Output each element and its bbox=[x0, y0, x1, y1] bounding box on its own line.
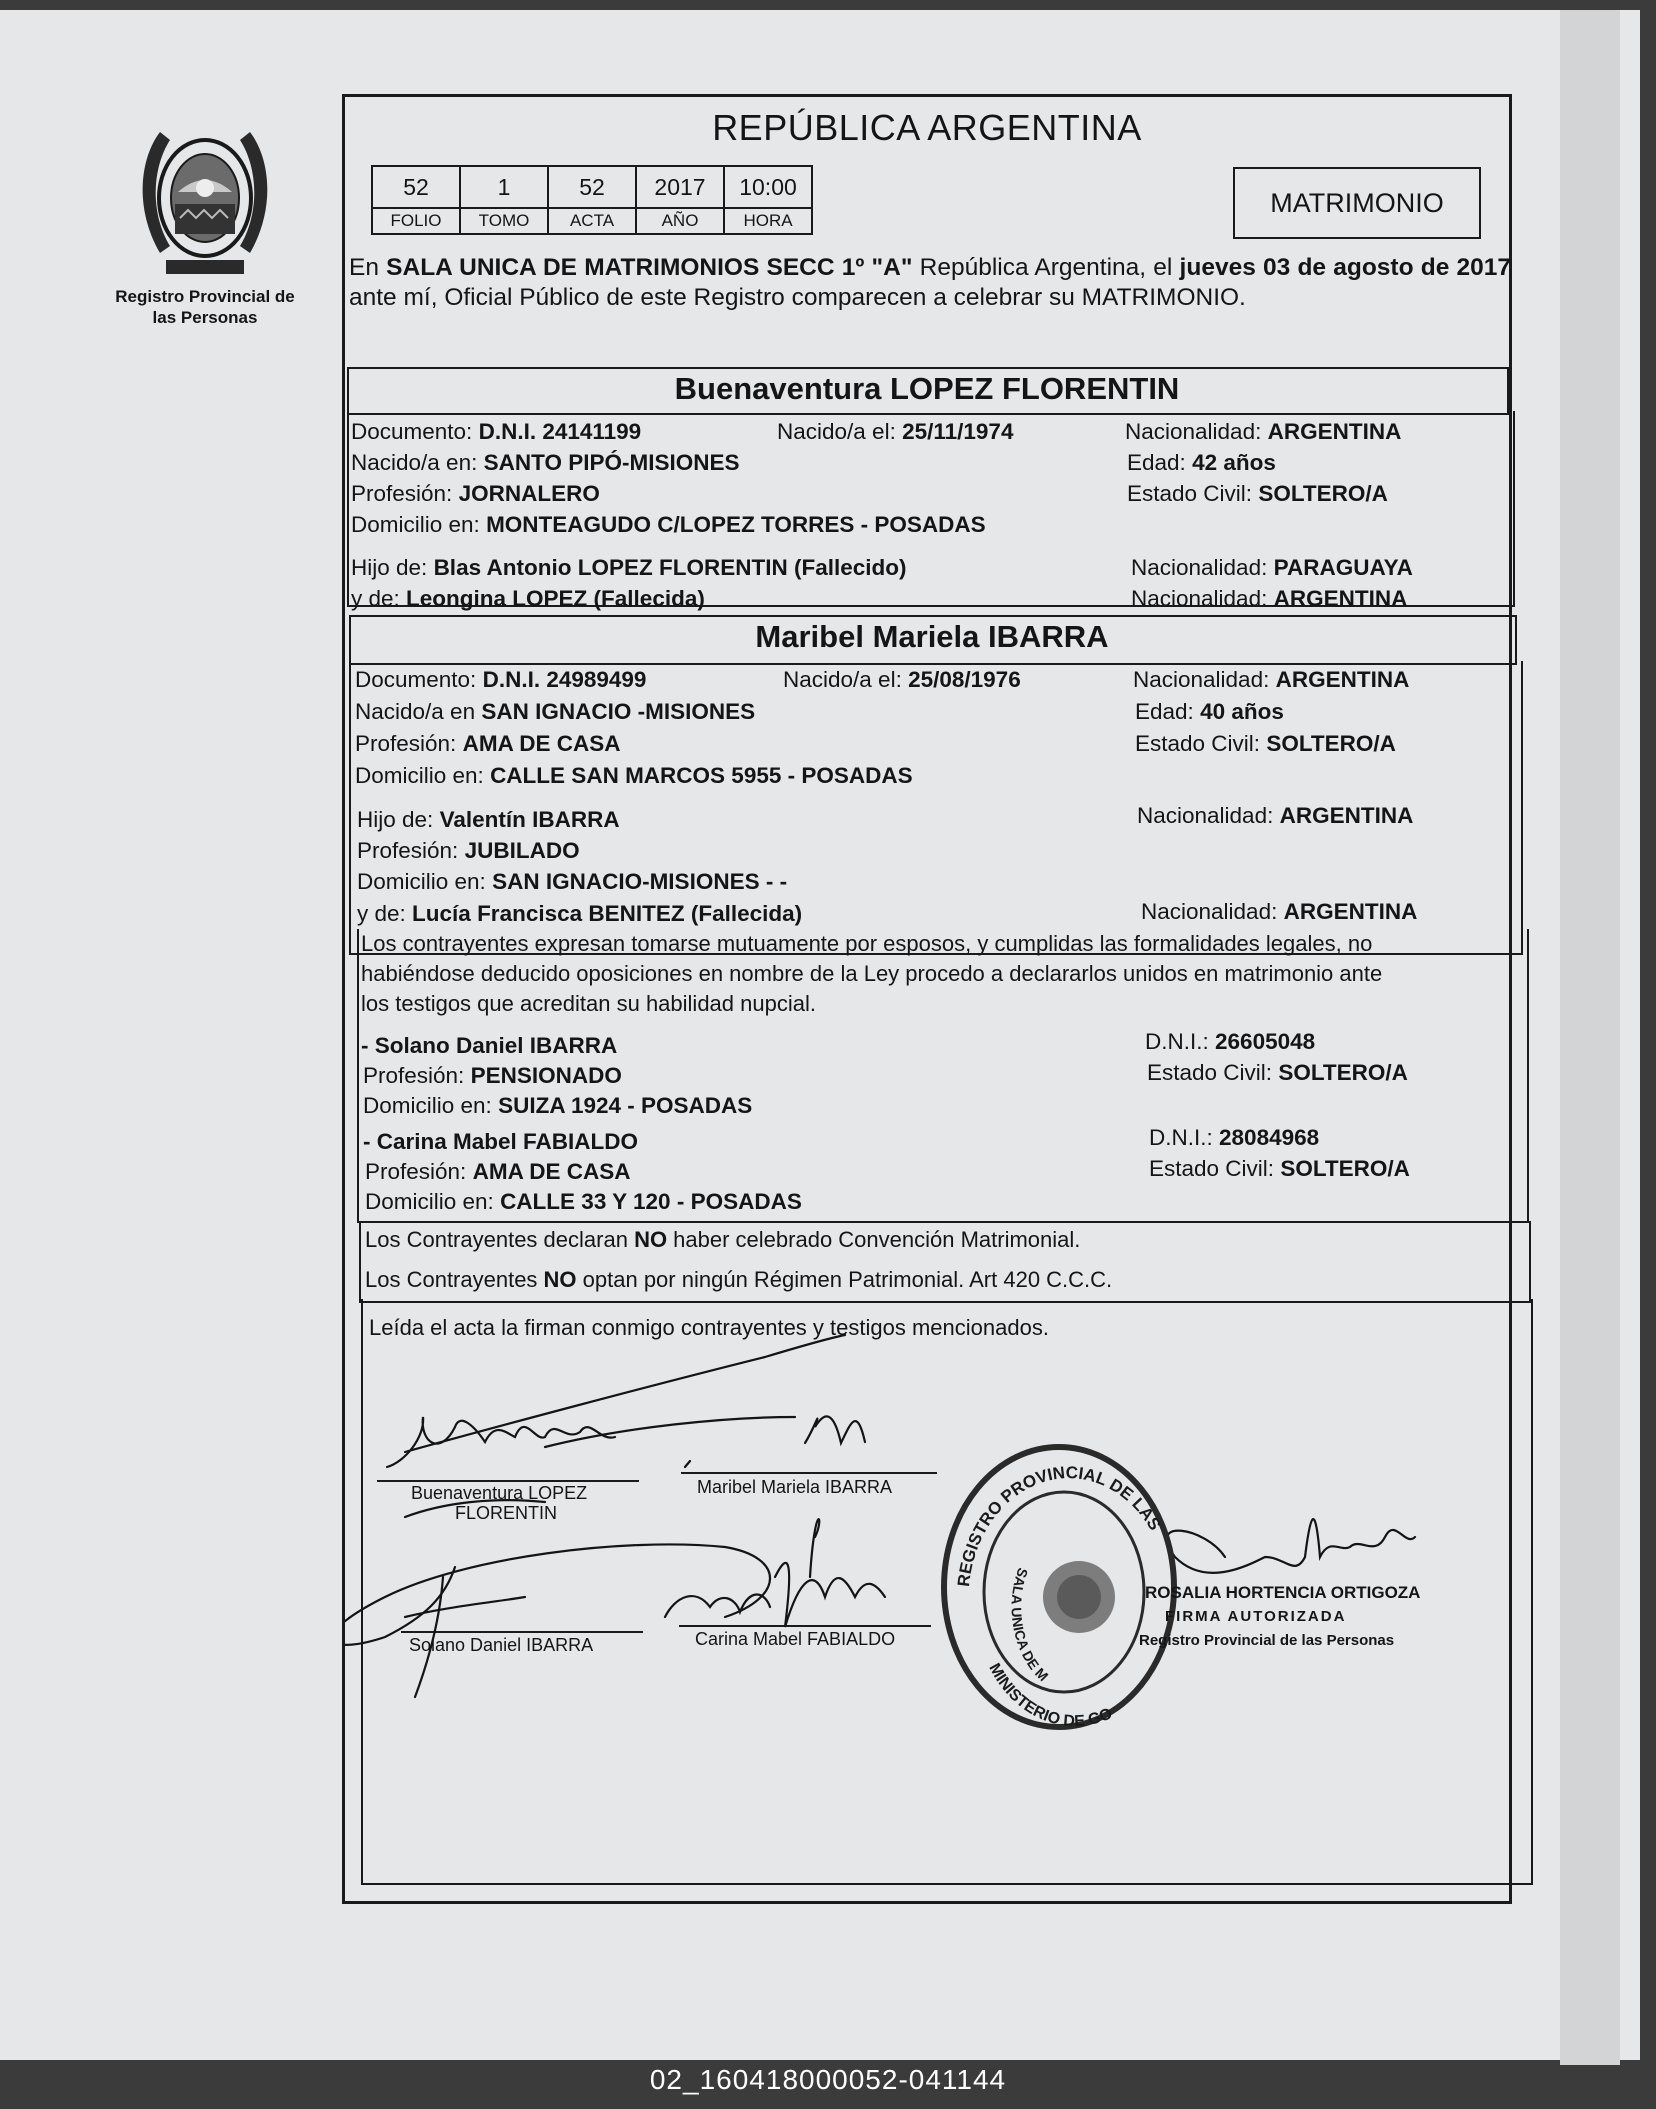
stamp-ring-bottom: MINISTERIO DE GO bbox=[985, 1660, 1115, 1731]
spouse1-born: Nacido/a el: 25/11/1974 bbox=[777, 419, 1014, 444]
spouse1-mother: y de: Leongina LOPEZ (Fallecida) bbox=[351, 586, 705, 611]
svg-text:MINISTERIO DE GO bbox=[985, 1661, 1114, 1731]
acta-label: ACTA bbox=[548, 208, 636, 234]
stamp-officer: ROSALIA HORTENCIA ORTIGOZA bbox=[1145, 1583, 1421, 1602]
spouse1-father-nationality: Nacionalidad: PARAGUAYA bbox=[1131, 555, 1413, 580]
marriage-certificate bbox=[342, 94, 1512, 1904]
folio-value: 52 bbox=[372, 166, 460, 208]
spouse1-father: Hijo de: Blas Antonio LOPEZ FLORENTIN (Fallecido) bbox=[351, 555, 907, 580]
country-title: REPÚBLICA ARGENTINA bbox=[712, 107, 1142, 148]
intro-text: MATRIMONIO. bbox=[1081, 284, 1246, 311]
intro-text: ante mí, Oficial Público de este Registro comparecen a celebrar su bbox=[349, 284, 1075, 311]
spouse2-civil: Estado Civil: SOLTERO/A bbox=[1135, 731, 1396, 756]
signature-label-1a: Buenaventura LOPEZ bbox=[411, 1483, 588, 1503]
document-page bbox=[0, 10, 1640, 2060]
spouse1-civil: Estado Civil: SOLTERO/A bbox=[1127, 481, 1388, 506]
spouse1-mother-nationality: Nacionalidad: ARGENTINA bbox=[1131, 586, 1408, 611]
witness1-dni: D.N.I.: 26605048 bbox=[1145, 1029, 1316, 1054]
signature-label-2: Maribel Mariela IBARRA bbox=[697, 1477, 893, 1497]
spouse1-birthplace: Nacido/a en: SANTO PIPÓ-MISIONES bbox=[351, 450, 740, 475]
stamp-role: FIRMA AUTORIZADA bbox=[1165, 1608, 1347, 1625]
registry-logo bbox=[115, 118, 295, 328]
witness1-name: - Solano Daniel IBARRA bbox=[361, 1033, 618, 1058]
spouse2-nationality: Nacionalidad: ARGENTINA bbox=[1133, 667, 1410, 692]
scan-filename: 02_160418000052-041144 bbox=[649, 2064, 1007, 2095]
paper-edge bbox=[1560, 10, 1620, 2065]
svg-text:SALA UNICA DE M bbox=[1008, 1566, 1051, 1684]
spouse1-name: Buenaventura LOPEZ FLORENTIN bbox=[674, 371, 1180, 406]
signature-label-1b: FLORENTIN bbox=[455, 1503, 558, 1523]
spouse2-age: Edad: 40 años bbox=[1135, 699, 1284, 724]
tomo-label: TOMO bbox=[460, 208, 548, 234]
stamp-ring-inner: SALA UNICA DE M bbox=[1008, 1565, 1052, 1685]
intro-text: República Argentina, el bbox=[912, 254, 1180, 281]
declaration-line: Los contrayentes expresan tomarse mutuamente por esposos, y cumplidas las formalidades legales, no bbox=[361, 931, 1373, 956]
spouse1-nationality: Nacionalidad: ARGENTINA bbox=[1125, 419, 1402, 444]
witness2-profession: Profesión: AMA DE CASA bbox=[365, 1159, 631, 1184]
spouse2-mother-nationality: Nacionalidad: ARGENTINA bbox=[1141, 899, 1418, 924]
handwritten-signatures bbox=[345, 97, 1512, 1897]
folio-label: FOLIO bbox=[372, 208, 460, 234]
spouse2-profession: Profesión: AMA DE CASA bbox=[355, 731, 621, 756]
certificate-type: MATRIMONIO bbox=[1233, 167, 1481, 239]
registry-caption: Registro Provincial de las Personas bbox=[115, 287, 295, 327]
witness1-address: Domicilio en: SUIZA 1924 - POSADAS bbox=[363, 1093, 753, 1118]
acta-value: 52 bbox=[548, 166, 636, 208]
witness2-civil: Estado Civil: SOLTERO/A bbox=[1149, 1156, 1410, 1181]
spouse2-address: Domicilio en: CALLE SAN MARCOS 5955 - POSADAS bbox=[355, 763, 913, 788]
spouse1-age: Edad: 42 años bbox=[1127, 450, 1276, 475]
spouse2-father-nationality: Nacionalidad: ARGENTINA bbox=[1137, 803, 1414, 828]
hour-value: 10:00 bbox=[724, 166, 812, 208]
spouse1-profession: Profesión: JORNALERO bbox=[351, 481, 600, 506]
spouse1-address: Domicilio en: MONTEAGUDO C/LOPEZ TORRES - POSADAS bbox=[351, 512, 986, 537]
spouse2-father: Hijo de: Valentín IBARRA bbox=[357, 807, 620, 832]
declaration-line: los testigos que acreditan su habilidad nupcial. bbox=[361, 991, 816, 1016]
intro-date: agosto de 2017 bbox=[1333, 254, 1512, 281]
spouse2-birthplace: Nacido/a en SAN IGNACIO -MISIONES bbox=[355, 699, 756, 724]
regime-line-1: Los Contrayentes declaran NO haber celebrado Convención Matrimonial. bbox=[365, 1227, 1081, 1252]
spouse2-doc: Documento: D.N.I. 24989499 bbox=[355, 667, 647, 692]
year-label: AÑO bbox=[636, 208, 724, 234]
stamp-ring-top: REGISTRO PROVINCIAL DE LAS bbox=[953, 1463, 1165, 1588]
intro-text: En bbox=[349, 254, 387, 281]
spouse1-doc: Documento: D.N.I. 24141199 bbox=[351, 419, 642, 444]
hour-label: HORA bbox=[724, 208, 812, 234]
regime-line-2: Los Contrayentes NO optan por ningún Régimen Patrimonial. Art 420 C.C.C. bbox=[365, 1267, 1113, 1292]
signature-label-4: Carina Mabel FABIALDO bbox=[695, 1629, 896, 1649]
spouse2-father-address: Domicilio en: SAN IGNACIO-MISIONES - - bbox=[357, 869, 788, 894]
witness1-civil: Estado Civil: SOLTERO/A bbox=[1147, 1060, 1408, 1085]
witness1-profession: Profesión: PENSIONADO bbox=[363, 1063, 622, 1088]
witness2-name: - Carina Mabel FABIALDO bbox=[363, 1129, 639, 1154]
declaration-line: habiéndose deducido oposiciones en nombre de la Ley procedo a declararlos unidos en matrimonio ante bbox=[361, 961, 1383, 986]
intro-place: SALA UNICA DE MATRIMONIOS SECC 1º "A" bbox=[386, 254, 913, 281]
year-value: 2017 bbox=[636, 166, 724, 208]
coat-of-arms-icon bbox=[130, 118, 280, 278]
tomo-value: 1 bbox=[460, 166, 548, 208]
spouse2-born: Nacido/a el: 25/08/1976 bbox=[783, 667, 1021, 692]
spouse2-name: Maribel Mariela IBARRA bbox=[755, 619, 1109, 654]
spouse2-mother: y de: Lucía Francisca BENITEZ (Fallecida) bbox=[357, 901, 803, 926]
spouse2-father-profession: Profesión: JUBILADO bbox=[357, 838, 580, 863]
witness2-address: Domicilio en: CALLE 33 Y 120 - POSADAS bbox=[365, 1189, 802, 1214]
stamp-office: Registro Provincial de las Personas bbox=[1139, 1632, 1395, 1649]
signature-intro: Leída el acta la firman conmigo contrayentes y testigos mencionados. bbox=[369, 1315, 1049, 1340]
signature-label-3: Solano Daniel IBARRA bbox=[409, 1635, 594, 1655]
intro-date: jueves 03 de bbox=[1179, 254, 1327, 281]
witness2-dni: D.N.I.: 28084968 bbox=[1149, 1125, 1320, 1150]
